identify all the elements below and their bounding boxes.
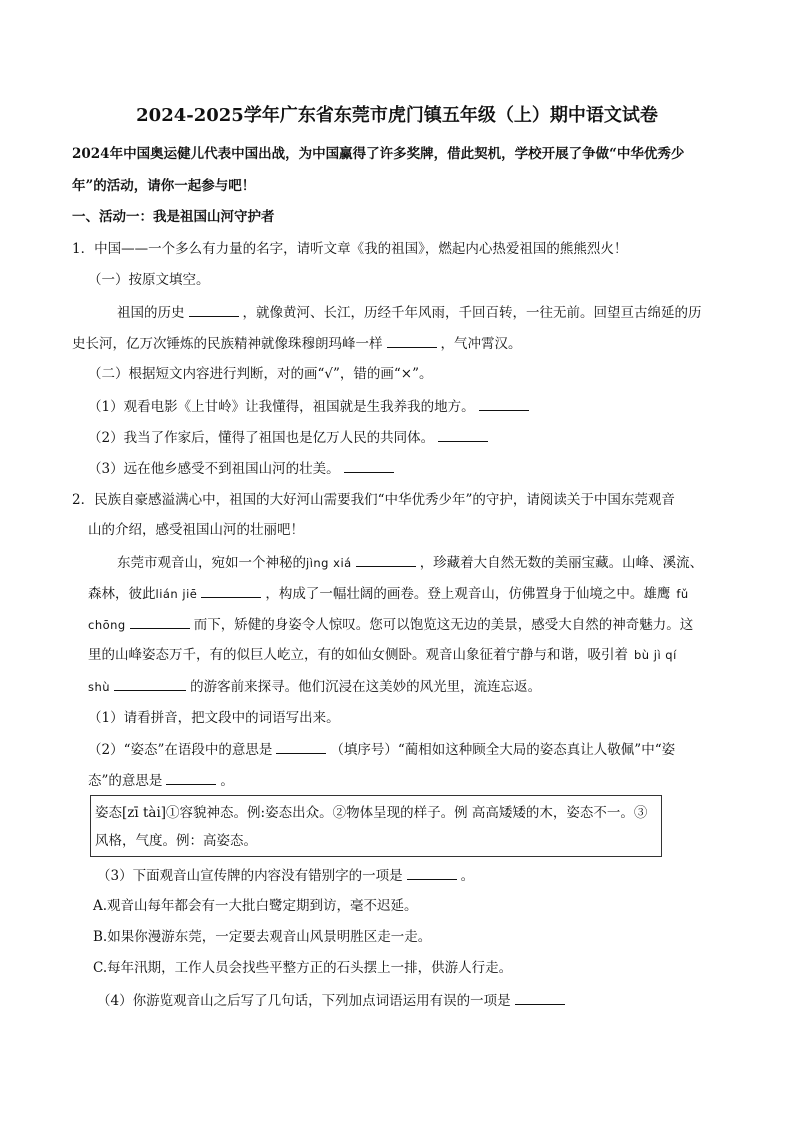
passage-text: 森林，彼此: [88, 586, 156, 602]
answer-blank[interactable]: [515, 991, 565, 1005]
sub-question-text: 。: [220, 773, 234, 789]
sub-question: （1）请看拼音，把文段中的词语写出来。: [88, 710, 340, 726]
passage-line: [88, 646, 738, 664]
answer-blank[interactable]: [201, 584, 261, 598]
passage-text: 里的山峰姿态万千，有的似巨人屹立，有的如仙女侧卧。观音山象征着宁静与和谐，吸引着: [88, 647, 628, 663]
judgement-item: [88, 397, 738, 416]
sub-question: [88, 740, 738, 759]
judgement-text: （1）观看电影《上甘岭》让我懂得，祖国就是生我养我的地方。: [88, 399, 475, 415]
passage-line: [88, 677, 738, 696]
answer-blank[interactable]: [276, 740, 326, 754]
sub-heading: （一）按原文填空。: [88, 272, 210, 288]
sub-question-text: 态”的意思是: [88, 773, 163, 789]
judgement-text: （3）远在他乡感受不到祖国山河的壮美。: [88, 461, 340, 477]
option-b[interactable]: B.如果你漫游东莞，一定要去观音山风景明胜区走一走。: [93, 929, 432, 945]
sub-question-text: 。: [460, 868, 475, 884]
sub-question: [97, 866, 747, 885]
question-stem: 山的介绍，感受祖国山河的壮丽吧！: [88, 522, 304, 538]
pinyin: chōng: [88, 618, 126, 632]
answer-blank[interactable]: [344, 459, 394, 473]
passage-text: ，构成了一幅壮阔的画卷。登上观音山，仿佛置身于仙境之中。雄鹰: [265, 586, 671, 602]
sub-heading: （二）根据短文内容进行判断，对的画“√”，错的画“×”。: [88, 366, 433, 382]
answer-blank[interactable]: [166, 771, 216, 785]
dictionary-entry: 姿态[zī tài]①容貌神态。例:姿态出众。②物体呈现的样子。例 高高矮矮的木，姿态不一。③: [95, 805, 648, 821]
judgement-item: [88, 428, 738, 447]
pinyin: bù jì qí: [634, 648, 677, 662]
answer-blank[interactable]: [189, 303, 239, 317]
passage-text: ，就像黄河、长江，历经千年风雨，千回百转，一往无前。回望亘古绵延的历: [242, 305, 702, 321]
pinyin: fǔ: [676, 587, 689, 601]
judgement-item: [88, 459, 738, 478]
passage-text: 的游客前来探寻。他们沉浸在这美妙的风光里，流连忘返。: [190, 679, 542, 695]
question-stem: 1．中国——一个多么有力量的名字，请听文章《我的祖国》，燃起内心热爱祖国的熊熊烈火！: [72, 241, 628, 257]
intro-line: 2024年中国奥运健儿代表中国出战，为中国赢得了许多奖牌，借此契机，学校开展了争做“中华优秀少: [72, 146, 685, 162]
passage-line: [72, 334, 722, 353]
answer-blank[interactable]: [130, 615, 190, 629]
sub-question-text: （4）你游览观音山之后写了几句话，下列加点词语运用有误的一项是: [97, 993, 511, 1009]
sub-question: [97, 991, 747, 1010]
passage-line: [117, 303, 767, 322]
sub-question-text: （填序号）“蔺相如这种顾全大局的姿态真让人敬佩”中“姿: [330, 742, 676, 758]
answer-blank[interactable]: [407, 866, 457, 880]
option-c[interactable]: C.每年汛期，工作人员会找些平整方正的石头摆上一排，供游人行走。: [93, 960, 513, 976]
passage-text: ，珍藏着大自然无数的美丽宝藏。山峰、溪流、: [419, 555, 704, 571]
passage-text: ，气冲霄汉。: [440, 336, 522, 352]
sub-question: [88, 771, 738, 790]
answer-blank[interactable]: [479, 397, 529, 411]
page-title: 2024-2025学年广东省东莞市虎门镇五年级（上）期中语文试卷: [136, 105, 658, 126]
passage-text: 史长河，亿万次锤炼的民族精神就像珠穆朗玛峰一样: [72, 336, 383, 352]
option-a[interactable]: A.观音山每年都会有一大批白鹭定期到访，毫不迟延。: [93, 898, 418, 914]
passage-line: [117, 553, 767, 572]
passage-text: 而下，矫健的身姿令人惊叹。您可以饱览这无边的美景，感受大自然的神奇魅力。这: [193, 617, 694, 633]
passage-line: [88, 615, 738, 634]
passage-text: 祖国的历史: [117, 305, 185, 321]
passage-line: [88, 584, 738, 603]
passage-text: 东莞市观音山，宛如一个神秘的: [117, 555, 306, 571]
answer-blank[interactable]: [114, 677, 186, 691]
dictionary-box: [90, 795, 662, 857]
judgement-text: （2）我当了作家后，懂得了祖国也是亿万人民的共同体。: [88, 430, 435, 446]
answer-blank[interactable]: [387, 334, 437, 348]
dictionary-entry: 风格，气度。例：高姿态。: [95, 833, 257, 849]
sub-question-text: （2）“姿态”在语段中的意思是: [88, 742, 273, 758]
pinyin: jìng xiá: [306, 556, 352, 570]
answer-blank[interactable]: [356, 553, 416, 567]
question-stem: 2．民族自豪感溢满心中，祖国的大好河山需要我们“中华优秀少年”的守护，请阅读关于中国东莞观音: [72, 492, 675, 508]
section-heading: 一、活动一：我是祖国山河守护者: [72, 209, 275, 225]
pinyin: shù: [88, 680, 111, 694]
pinyin: lián jiē: [155, 587, 198, 601]
answer-blank[interactable]: [438, 428, 488, 442]
sub-question-text: （3）下面观音山宣传牌的内容没有错别字的一项是: [97, 868, 403, 884]
intro-line: 年”的活动，请你一起参与吧！: [72, 178, 256, 194]
